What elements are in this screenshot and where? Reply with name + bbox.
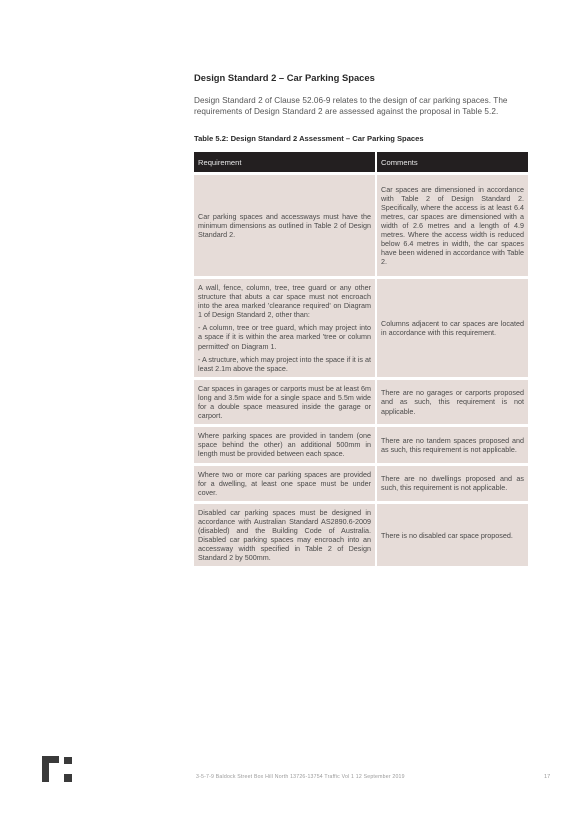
page-number: 17 [544, 774, 551, 780]
comment-cell: Car spaces are dimensioned in accordance with Table 2 of Design Standard 2. Specifically, where the access is at least 6.4 metres, car spaces are dimensioned with a width of 2.6 metres and a length of 4.9 metres. Where the access width is reduced below 6.4 metres in width, the car spaces have been widened in accordance with Table 2. [377, 175, 528, 276]
table-row [194, 175, 528, 276]
requirement-cell [194, 427, 375, 462]
table-header-row [194, 152, 528, 172]
comment-cell: There is no disabled car space proposed. [377, 504, 528, 567]
table-row [194, 380, 528, 424]
requirement-text: - A column, tree or tree guard, which may project into a space if it is within the area marked 'tree or column permitted' on Diagram 1. [198, 323, 371, 351]
footer-text: 3-5-7-9 Baldock Street Box Hill North 13726-13754 Traffic Vol 1 12 September 2019 [196, 774, 405, 780]
requirement-cell [194, 466, 375, 501]
requirement-text: Disabled car parking spaces must be designed in accordance with Australian Standard AS2890.6-2009 (disabled) and the Building Code of Australia. Disabled car parking spaces may encroach into an accessway width specified in Table 2 of Design Standard 2 by 500mm. [198, 507, 371, 563]
requirement-text: Car parking spaces and accessways must have the minimum dimensions as outlined in Table 2 of Design Standard 2. [198, 211, 371, 240]
table-row [194, 279, 528, 377]
comment-cell: There are no dwellings proposed and as such, this requirement is not applicable. [377, 466, 528, 501]
table-caption: Table 5.2: Design Standard 2 Assessment – Car Parking Spaces [194, 134, 424, 143]
table-row [194, 466, 528, 501]
requirement-text: A wall, fence, column, tree, tree guard or any other structure that abuts a car space must not encroach into the area marked 'clearance required' on Diagram 1 of Design Standard 2, other than: [198, 283, 371, 320]
comment-cell: Columns adjacent to car spaces are located in accordance with this requirement. [377, 279, 528, 377]
comment-cell: There are no garages or carports proposed and as such, this requirement is not applicable. [377, 380, 528, 424]
requirement-cell [194, 380, 375, 424]
section-heading: Design Standard 2 – Car Parking Spaces [194, 72, 375, 83]
header-requirement: Requirement [194, 152, 375, 172]
comment-cell: There are no tandem spaces proposed and as such, this requirement is not applicable. [377, 427, 528, 462]
requirement-text: Where parking spaces are provided in tandem (one space behind the other) an additional 500mm in length must be provided between each space. [198, 431, 371, 459]
requirement-cell [194, 504, 375, 567]
table-row [194, 504, 528, 567]
ratio-logo-icon [42, 756, 76, 782]
requirement-cell [194, 175, 375, 276]
requirement-text: Car spaces in garages or carports must be at least 6m long and 3.5m wide for a single space and 5.5m wide for a double space measured inside the garage or carport. [198, 383, 371, 421]
table-row [194, 427, 528, 462]
intro-paragraph: Design Standard 2 of Clause 52.06-9 relates to the design of car parking spaces. The requirements of Design Standard 2 are assessed against the proposal in Table 5.2. [194, 96, 508, 117]
requirement-text: - A structure, which may project into the space if it is at least 2.1m above the space. [198, 354, 371, 373]
requirement-cell [194, 279, 375, 377]
assessment-table [192, 149, 530, 569]
header-comments: Comments [377, 152, 528, 172]
requirement-text: Where two or more car parking spaces are provided for a dwelling, at least one space must be under cover. [198, 469, 371, 497]
